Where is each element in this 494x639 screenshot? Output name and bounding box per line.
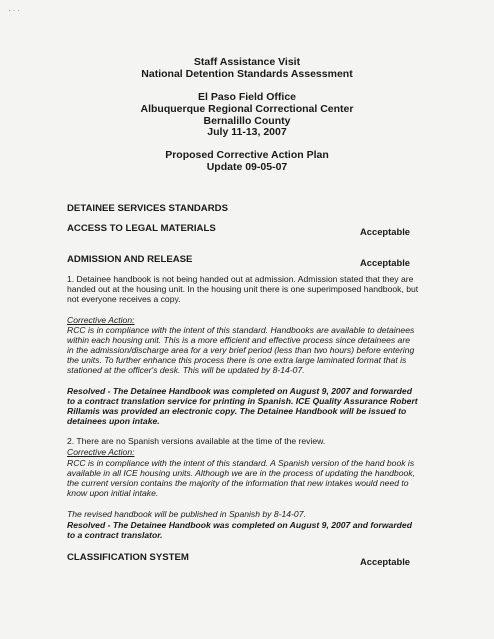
section-admission-release: ADMISSION AND RELEASE	[67, 254, 193, 265]
scan-marks: ···	[8, 6, 22, 15]
header-update: Update 09-05-07	[206, 161, 288, 173]
header-office: El Paso Field Office	[197, 91, 297, 103]
finding-2: 2. There are no Spanish versions available at the time of the review.	[67, 436, 326, 446]
header-subtitle: National Detention Standards Assessment	[141, 68, 353, 80]
rating-admission-release: Acceptable	[360, 257, 411, 268]
corrective-action-1: RCC is in compliance with the intent of this standard. Handbooks are available to detainees within each housing unit. This is a more efficient and effective process since detainees are in the admission/discharge area for a very brief period (less than two hours) before entering the units. To further enhance this process there is one extra large laminated format that is stationed at the officer's desk. This will be updated by 8-14-07.	[67, 325, 415, 375]
rating-classification: Acceptable	[360, 556, 411, 567]
header-plan: Proposed Corrective Action Plan	[165, 149, 329, 161]
header-facility: Albuquerque Regional Correctional Center	[140, 103, 354, 115]
section-detainee-services: DETAINEE SERVICES STANDARDS	[67, 203, 228, 214]
resolved-1: Resolved - The Detainee Handbook was completed on August 9, 2007 and forwarded to a contract translation service for printing in Spanish. ICE Quality Assurance Robert Rillamis was provided an electronic copy. The Detainee Handbook will be issued to detainees upon intake.	[67, 386, 418, 426]
revised-note: The revised handbook will be published in Spanish by 8-14-07.	[67, 509, 306, 519]
header-dates: July 11-13, 2007	[207, 126, 287, 138]
section-legal-materials: ACCESS TO LEGAL MATERIALS	[67, 223, 216, 234]
resolved-2: Resolved - The Detainee Handbook was completed on August 9, 2007 and forwarded to a contract translator.	[67, 520, 412, 540]
corrective-action-2: RCC is in compliance with the intent of this standard. A Spanish version of the hand book is available in all ICE housing units. Although we are in the process of updating the handbook, the current version contains the majority of the information that new intakes would need to know upon initial intake.	[67, 458, 415, 498]
header-county: Bernalillo County	[203, 115, 291, 127]
header-title: Staff Assistance Visit	[193, 56, 301, 68]
corrective-action-label-1: Corrective Action:	[67, 315, 135, 325]
rating-legal-materials: Acceptable	[360, 226, 411, 237]
section-classification: CLASSIFICATION SYSTEM	[67, 552, 189, 563]
corrective-action-label-2: Corrective Action:	[67, 447, 135, 457]
finding-1: 1. Detainee handbook is not being handed out at admission. Admission stated that they are handed out at the housing unit. In the housing unit there is one superimposed handbook, but not everyone receives a copy.	[67, 274, 419, 304]
